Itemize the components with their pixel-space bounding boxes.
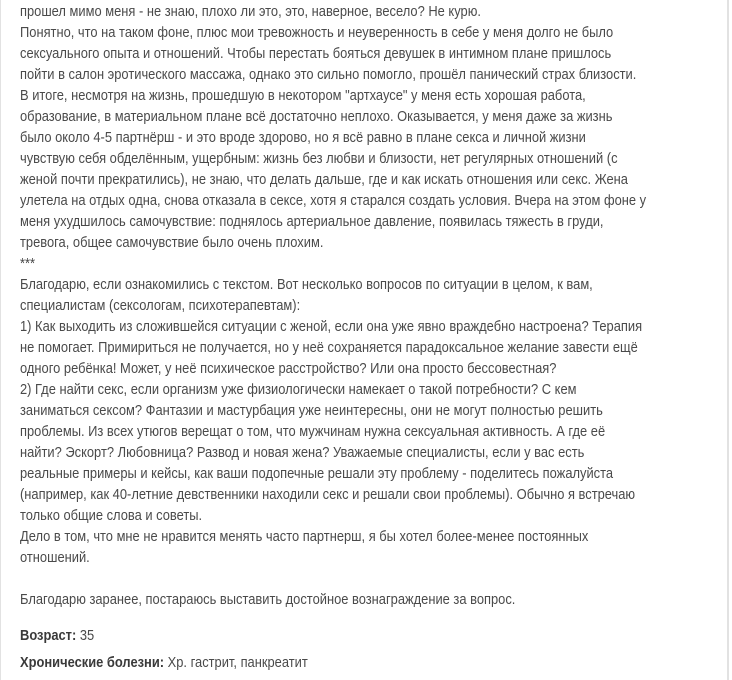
age-row (20, 625, 308, 652)
text-line: Благодарю заранее, постараюсь выставить достойное вознаграждение за вопрос. (20, 591, 516, 608)
text-line: одного ребёнка! Может, у неё психическое расстройство? Или она просто бессовестная? (20, 360, 557, 377)
text-line: чувствую себя обделённым, ущербным: жизнь без любви и близости, нет регулярных отношений (с (20, 150, 618, 167)
text-line: *** (20, 255, 36, 272)
text-line: меня ухудшилось самочувствие: поднялось артериальное давление, появилась тяжесть в груди, (20, 213, 604, 230)
text-line: проблемы. Из всех утюгов верещат о том, что мужчинам нужна сексуальная активность. А где её (20, 423, 606, 440)
text-line: Понятно, что на таком фоне, плюс мои тревожность и неуверенность в себе у меня долго не было (20, 24, 614, 41)
text-line: заниматься сексом? Фантазии и мастурбация уже неинтересны, они не могут полностью решить (20, 402, 603, 419)
text-line: Дело в том, что мне не нравится менять часто партнерш, я бы хотел более-менее постоянных (20, 528, 589, 545)
text-line: пойти в салон эротического массажа, однако это сильно помогло, прошёл панический страх близости. (20, 66, 637, 83)
text-line: найти? Эскорт? Любовница? Развод и новая жена? Уважаемые специалисты, если у вас есть (20, 444, 585, 461)
text-line: 1) Как выходить из сложившейся ситуации с женой, если она уже явно враждебно настроена? Терапия (20, 318, 643, 335)
text-line (20, 568, 646, 589)
chronic-diseases-label: Хронические болезни: (20, 654, 165, 671)
text-line: В итоге, несмотря на жизнь, прошедшую в некотором "артхаусе" у меня есть хорошая работа, (20, 87, 586, 104)
text-line: тревога, общее самочувствие было очень плохим. (20, 234, 324, 251)
text-line: (например, как 40-летние девственники находили секс и решали свои проблемы). Обычно я встречаю (20, 486, 636, 503)
chronic-diseases-row (20, 652, 308, 679)
chronic-diseases-value: Хр. гастрит, панкреатит (164, 654, 308, 671)
question-meta (20, 625, 355, 679)
question-text (20, 1, 732, 610)
text-line: только общие слова и советы. (20, 507, 203, 524)
text-line: специалистам (сексологам, психотерапевтам): (20, 297, 301, 314)
text-line: Благодарю, если ознакомились с текстом. Вот несколько вопросов по ситуации в целом, к вам, (20, 276, 593, 293)
text-line: улетела на отдых одна, снова отказала в сексе, хотя я старался создать условия. Вчера на этом фоне у (20, 192, 647, 209)
text-line: отношений. (20, 549, 90, 566)
age-value: 35 (76, 627, 95, 644)
text-line: сексуального опыта и отношений. Чтобы перестать бояться девушек в интимном плане пришлось (20, 45, 612, 62)
text-line: женой почти прекратились), не знаю, что делать дальше, где и как искать отношения или секс. Жена (20, 171, 628, 188)
text-line: было около 4-5 партнёрш - и это вроде здорово, но я всё равно в плане секса и личной жизни (20, 129, 586, 146)
text-line: не помогает. Примириться не получается, но у неё сохраняется парадоксальное желание завести ещё (20, 339, 638, 356)
age-label: Возраст: (20, 627, 77, 644)
text-line: образование, в материальном плане всё достаточно неплохо. Оказывается, у меня даже за жизнь (20, 108, 613, 125)
text-line: реальные примеры и кейсы, как ваши подопечные решали эту проблему - поделитесь пожалуйста (20, 465, 614, 482)
text-line: 2) Где найти секс, если организм уже физиологически намекает о такой потребности? С кем (20, 381, 577, 398)
text-line: прошел мимо меня - не знаю, плохо ли это, это, наверное, весело? Не курю. (20, 3, 481, 20)
